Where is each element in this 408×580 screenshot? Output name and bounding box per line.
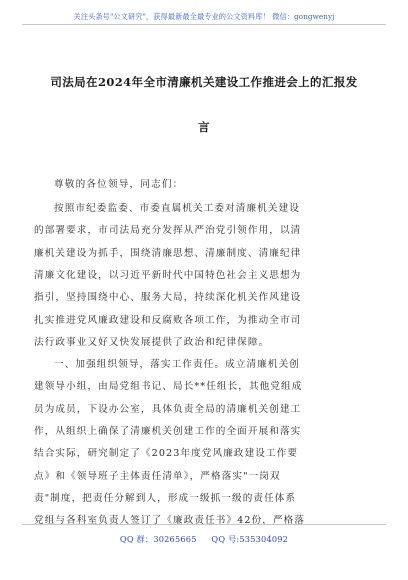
body-line: 指引，坚持围绕中心、服务大局，持续深化机关作风建设: [34, 292, 302, 304]
footer-divider: [22, 524, 386, 525]
body-line: 作，从组织上确保了清廉机关创建工作的全面开展和落实: [34, 426, 302, 437]
document-title-line-1: 司法局在2024年全市清廉机关建设工作推进会上的汇报发: [50, 75, 358, 89]
footer-qq-number: QQ 号:535304092: [211, 534, 289, 544]
body-line: 责"制度，把责任分解到人，形成一级抓一级的责任体系: [34, 492, 297, 504]
footer-contact: [0, 534, 408, 545]
body-line: 点》和《领导班子主体责任清单》，严格落实"一岗双: [34, 470, 281, 482]
body-line: 一、加强组织领导，落实工作责任。成立清廉机关创: [54, 359, 300, 371]
header-promo-note: 关注头条号"公文研究"，获得最新最全最专业的公文资料库！ 微信：gongwenyj: [73, 12, 335, 21]
body-line: 建领导小组，由局党组书记、局长**任组长，其他党组成: [34, 381, 303, 393]
body-line: 的部署要求，市司法局充分发挥从严治党引领作用，以清: [34, 225, 302, 237]
body-line: 清廉文化建设，以习近平新时代中国特色社会主义思想为: [34, 269, 302, 281]
body-line: 党组与各科室负责人签订了《廉政责任书》42份，严格落: [34, 515, 306, 527]
body-line: 扎实推进党风廉政建设和反腐败各项工作，为推动全市司: [34, 314, 302, 326]
body-line: 结合实际，研究制定了《2023年度党风廉政建设工作要: [34, 448, 299, 460]
body-line: 员为成员，下设办公室，具体负责全局的清廉机关创建工: [34, 403, 302, 415]
header-divider: [22, 24, 386, 25]
body-line: 法行政事业又好又快发展提供了政治和纪律保障。: [34, 336, 270, 348]
salutation: 尊敬的各位领导，同志们：: [54, 179, 184, 190]
body-line: 廉机关建设为抓手，围绕清廉思想、清廉制度、清廉纪律: [34, 247, 302, 259]
document-title-line-2: 言: [198, 120, 210, 134]
footer-qq-group: QQ 群：30265665: [119, 534, 197, 544]
body-line: 按照市纪委监委、市委直属机关工委对清廉机关建设: [54, 203, 300, 214]
